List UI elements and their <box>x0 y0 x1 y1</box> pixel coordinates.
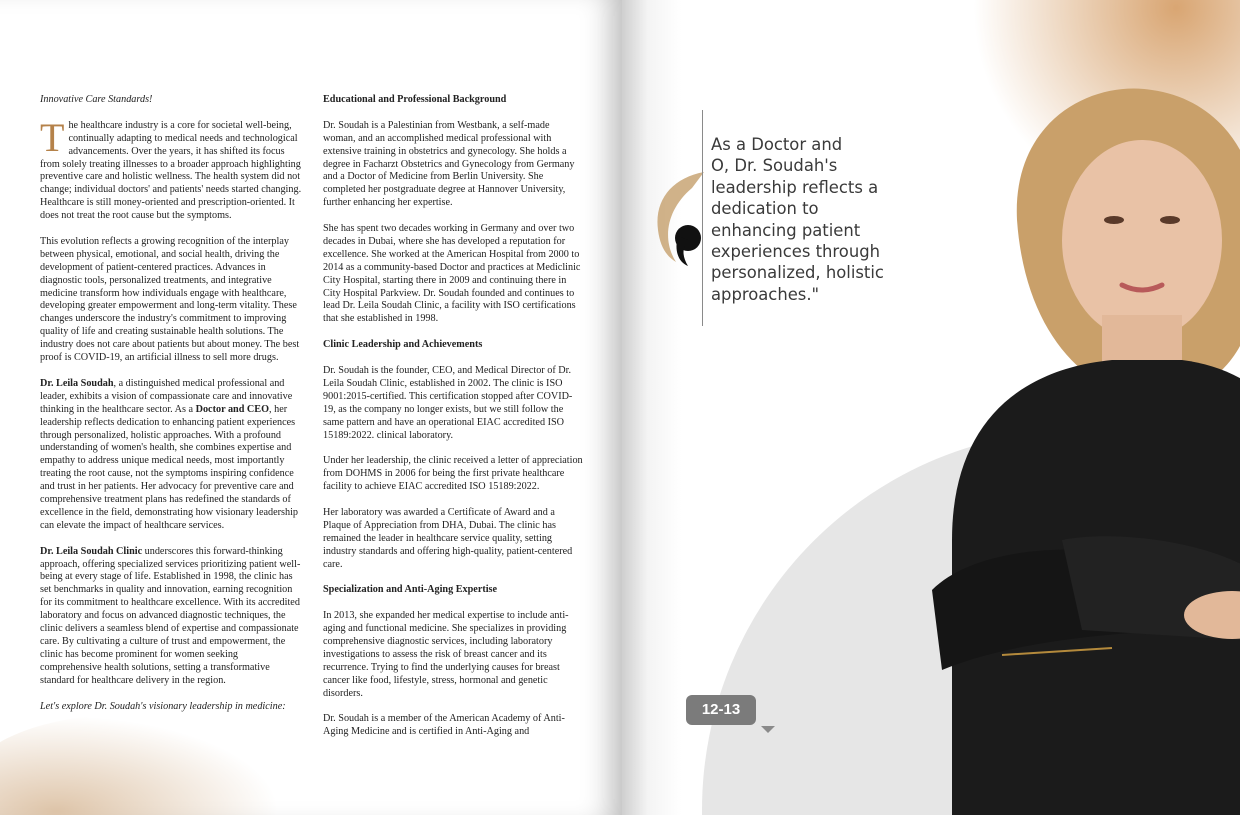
section-heading: Educational and Professional Background <box>323 94 507 105</box>
paragraph: This evolution reflects a growing recognition of the interplay between physical, emotional, and social health, driving the development of patient-centered practices. Advances in diagnostic tools, personalized treatments, and integrative medicine transform how individuals engage with healthcare, developing greater empowerment and long-term vitality. These changes underscore the industry's commitment to improving quality of life and creating sustainable health solutions. The industry does not care about patients but about money. The best proof is COVID-19, an artificial illness to sell more drugs. <box>40 235 300 364</box>
paragraph: Her laboratory was awarded a Certificate of Award and a Plaque of Appreciation from DHA, Dubai. The clinic has remained the leader in healthcare service quality, setting industry standards and offering high-quality, patient-centered care. <box>323 506 573 570</box>
role-emphasis: Doctor and CEO <box>195 403 270 415</box>
right-page <box>622 0 1240 815</box>
paragraph: She has spent two decades working in Germany and over two decades in Dubai, where she has developed a reputation for excellence. She worked at the American Hospital from 2000 to 2014 as a community-based Doctor and practices at Mediclinic City Hospital, starting there in 2009 and continuing there in City Hospital Parkview. Dr. Soudah founded and continues to lead Dr. Leila Soudah Clinic, a facility with ISO certifications that she established in 1998. <box>323 223 581 325</box>
pull-quote <box>702 110 899 326</box>
paragraph: Dr. Soudah is the founder, CEO, and Medical Director of Dr. Leila Soudah Clinic, established in 2002. The clinic is ISO 9001:2015-certified. This certification stopped after COVID-19, as the company no longer exists, but we still follow the same pattern and have an operational EIAC accredited ISO 15189:2022. clinical laboratory. <box>323 364 573 441</box>
decorative-gradient <box>0 715 280 815</box>
quote-mark-icon <box>652 170 708 270</box>
person-name: Dr. Leila Soudah <box>40 377 114 389</box>
drop-cap: T <box>40 114 65 160</box>
paragraph <box>40 546 302 688</box>
page-number-badge[interactable]: 12-13 <box>686 695 756 725</box>
paragraph: Under her leadership, the clinic received a letter of appreciation from DOHMS in 2006 for being the first private healthcare facility to achieve EIAC accredited ISO 15189:2022. <box>323 455 583 493</box>
paragraph <box>40 378 302 533</box>
article-column-1 <box>40 94 302 726</box>
section-heading: Specialization and Anti-Aging Expertise <box>323 584 498 596</box>
clinic-name: Dr. Leila Soudah Clinic <box>40 545 143 557</box>
paragraph: Dr. Soudah is a member of the American Academy of Anti-Aging Medicine and is certified in Anti-Aging and <box>323 713 565 738</box>
paragraph-text: , her leadership reflects dedication to enhancing patient experiences through personalized, holistic approaches. With a profound understanding of women's health, she combines expertise and empathy to address unique medical needs, most importantly treating the root cause, not the symptoms inspiring confidence and trust in her patients. Her advocacy for preventive care and comprehensive treatment plans has redefined the standards of excellence in the field, demonstrating how visionary leadership can elevate the impact of healthcare services. <box>40 403 299 531</box>
section-heading: Clinic Leadership and Achievements <box>323 339 483 351</box>
closing-line: Let's explore Dr. Soudah's visionary leadership in medicine: <box>40 700 286 712</box>
article-column-2 <box>323 94 583 752</box>
paragraph-text: , a distinguished medical professional and leader, exhibits a vision of compassionate care and innovative thinking in the healthcare sector. As a <box>40 377 293 415</box>
chevron-down-icon[interactable] <box>761 726 775 733</box>
paragraph: In 2013, she expanded her medical expertise to include anti-aging and functional medicine. She specializes in providing comprehensive diagnostic services, including laboratory investigations to assess the risk of breast cancer and its recurrence. Trying to find the underlying causes for breast cancer like food, lifestyle, stress, hormonal and genetic disorders. <box>323 610 569 699</box>
pull-quote-text: As a Doctor and O, Dr. Soudah's leadership reflects a dedication to enhancing patient experiences through personalized, holistic approaches." <box>711 135 884 304</box>
paragraph-text: underscores this forward-thinking approach, offering specialized services prioritizing patient well-being at every stage of life. Established in 1998, the clinic has set benchmarks in quality and innovation, earning recognition for its commitment to healthcare excellence. With its accredited laboratory and focus on advanced diagnostic techniques, the clinic delivers a seamless blend of expertise and compassionate care. By cultivating a culture of trust and empowerment, the clinic has become prominent for women seeking comprehensive health solutions, setting a transformative standard for healthcare delivery in the region. <box>40 545 301 686</box>
intro-paragraph <box>40 114 302 223</box>
paragraph: Dr. Soudah is a Palestinian from Westbank, a self-made woman, and an accomplished medical professional with extensive training in obstetrics and gynecology. She holds a degree in Facharzt Obstetrics and Gynecology from Germany and a Doctor of Medicine from Berlin University. She completed her postgraduate degree at Hannover University, further enhancing her expertise. <box>323 119 575 209</box>
kicker: Innovative Care Standards! <box>40 94 153 105</box>
intro-text: he healthcare industry is a core for societal well-being, continually adapting to medical needs and technological advancements. Over the years, it has shifted its focus from solely treating illnesses to a broader approach highlighting preventive care and holistic wellness. The health system did not change; individual doctors' and patients' needs started changing. Healthcare is still money-oriented and prescription-oriented. It does not treat the root cause but the symptoms. <box>40 119 302 222</box>
